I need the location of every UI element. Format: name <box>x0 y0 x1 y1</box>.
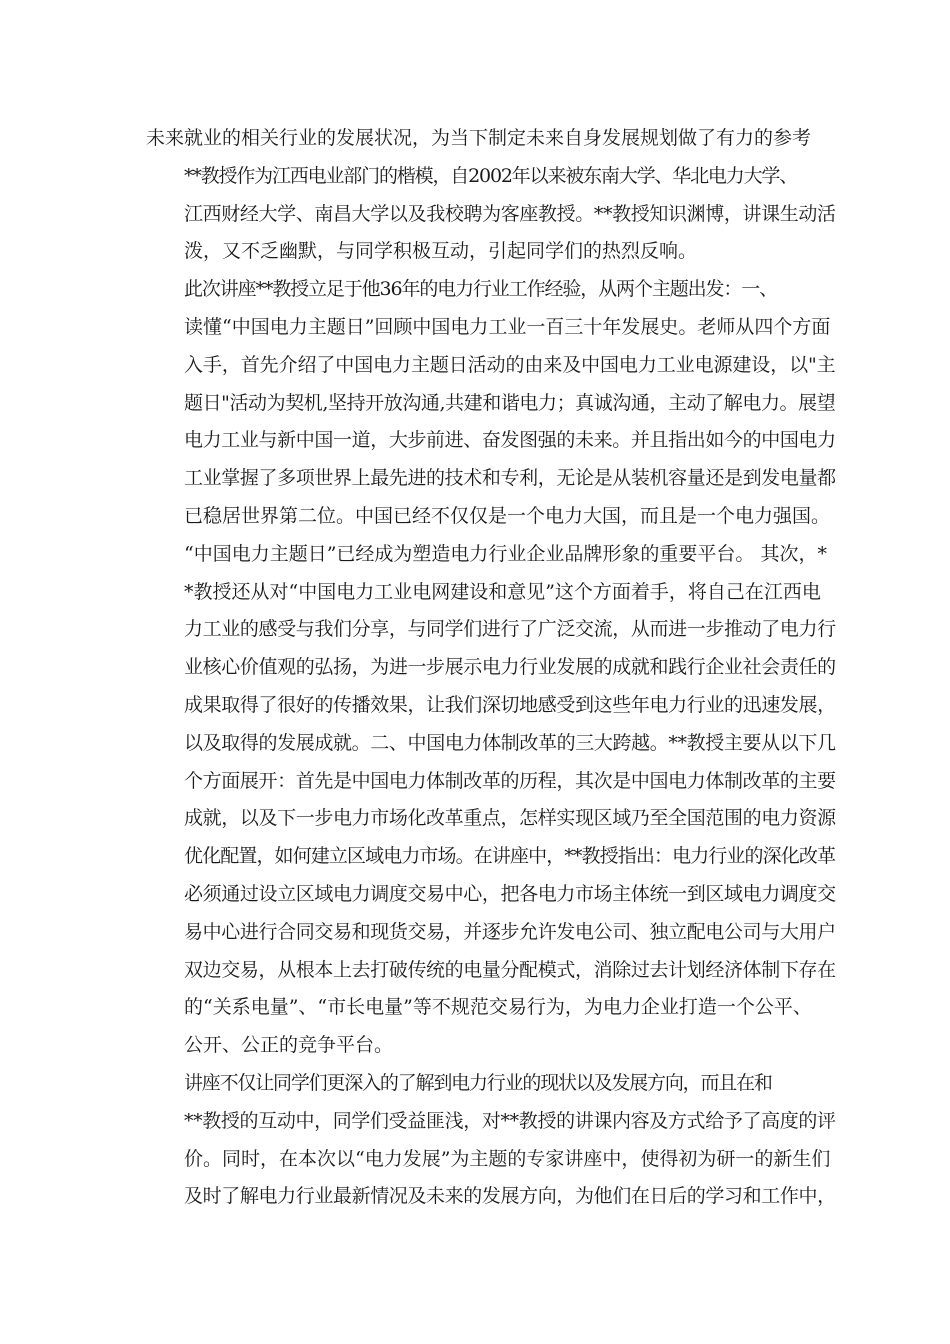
text-line: **教授作为江西电业部门的楷模，自2002年以来被东南大学、华北电力大学、 <box>184 164 798 187</box>
text-line: *教授还从对“中国电力工业电网建设和意见”这个方面着手，将自己在江西电 <box>184 580 821 603</box>
text-line: “中国电力主题日”已经成为塑造电力行业企业品牌形象的重要平台。 其次，* <box>184 542 827 565</box>
text-line: 此次讲座**教授立足于他36年的电力行业工作经验，从两个主题出发：一、 <box>184 278 777 301</box>
text-line: 个方面展开：首先是中国电力体制改革的历程，其次是中国电力体制改革的主要 <box>184 769 836 792</box>
text-line: 公开、公正的竞争平台。 <box>184 1034 394 1057</box>
text-line: 的“关系电量”、“市长电量”等不规范交易行为，为电力企业打造一个公平、 <box>184 996 812 1019</box>
text-line: 价。同时，在本次以“电力发展”为主题的专家讲座中，使得初为研一的新生们 <box>184 1147 831 1170</box>
text-line: 以及取得的发展成就。二、中国电力体制改革的三大跨越。**教授主要从以下几 <box>184 731 836 754</box>
text-line: 已稳居世界第二位。中国已经不仅仅是一个电力大国，而且是一个电力强国。 <box>184 504 831 527</box>
text-line: 读懂“中国电力主题日”回顾中国电力工业一百三十年发展史。老师从四个方面 <box>184 315 831 338</box>
text-line: **教授的互动中，同学们受益匪浅，对**教授的讲课内容及方式给予了高度的评 <box>184 1109 836 1132</box>
text-line: 题日"活动为契机,坚持开放沟通,共建和谐电力；真诚沟通，主动了解电力。展望 <box>184 391 836 414</box>
text-line: 讲座不仅让同学们更深入的了解到电力行业的现状以及发展方向，而且在和 <box>184 1071 772 1094</box>
text-line: 力工业的感受与我们分享，与同学们进行了广泛交流，从而进一步推动了电力行 <box>184 618 836 641</box>
body-text <box>146 120 836 1216</box>
text-line: 必须通过设立区域电力调度交易中心，把各电力市场主体统一到区域电力调度交 <box>184 882 836 905</box>
paragraph <box>146 1065 836 1216</box>
paragraph <box>146 120 836 158</box>
text-line: 泼，又不乏幽默，与同学积极互动，引起同学们的热烈反响。 <box>184 240 698 263</box>
text-line: 工业掌握了多项世界上最先进的技术和专利，无论是从装机容量还是到发电量都 <box>184 467 836 490</box>
text-line: 成就，以及下一步电力市场化改革重点，怎样实现区域乃至全国范围的电力资源 <box>184 807 836 830</box>
text-line: 未来就业的相关行业的发展状况，为当下制定未来自身发展规划做了有力的参考 <box>146 127 812 149</box>
text-line: 易中心进行合同交易和现货交易，并逐步允许发电公司、独立配电公司与大用户 <box>184 920 836 943</box>
text-line: 双边交易，从根本上去打破传统的电量分配模式，消除过去计划经济体制下存在 <box>184 958 836 981</box>
text-line: 电力工业与新中国一道，大步前进、奋发图强的未来。并且指出如今的中国电力 <box>184 429 836 452</box>
text-line: 成果取得了很好的传播效果，让我们深切地感受到这些年电力行业的迅速发展， <box>184 693 836 716</box>
text-line: 及时了解电力行业最新情况及未来的发展方向，为他们在日后的学习和工作中， <box>184 1185 836 1208</box>
text-line: 业核心价值观的弘扬，为进一步展示电力行业发展的成就和践行企业社会责任的 <box>184 656 836 679</box>
paragraph <box>146 271 836 1065</box>
text-line: 江西财经大学、南昌大学以及我校聘为客座教授。**教授知识渊博，讲课生动活 <box>184 202 836 225</box>
text-line: 优化配置，如何建立区域电力市场。在讲座中，**教授指出：电力行业的深化改革 <box>184 845 836 868</box>
paragraph <box>146 158 836 271</box>
text-line: 入手，首先介绍了中国电力主题日活动的由来及中国电力工业电源建设，以"主 <box>184 353 836 376</box>
